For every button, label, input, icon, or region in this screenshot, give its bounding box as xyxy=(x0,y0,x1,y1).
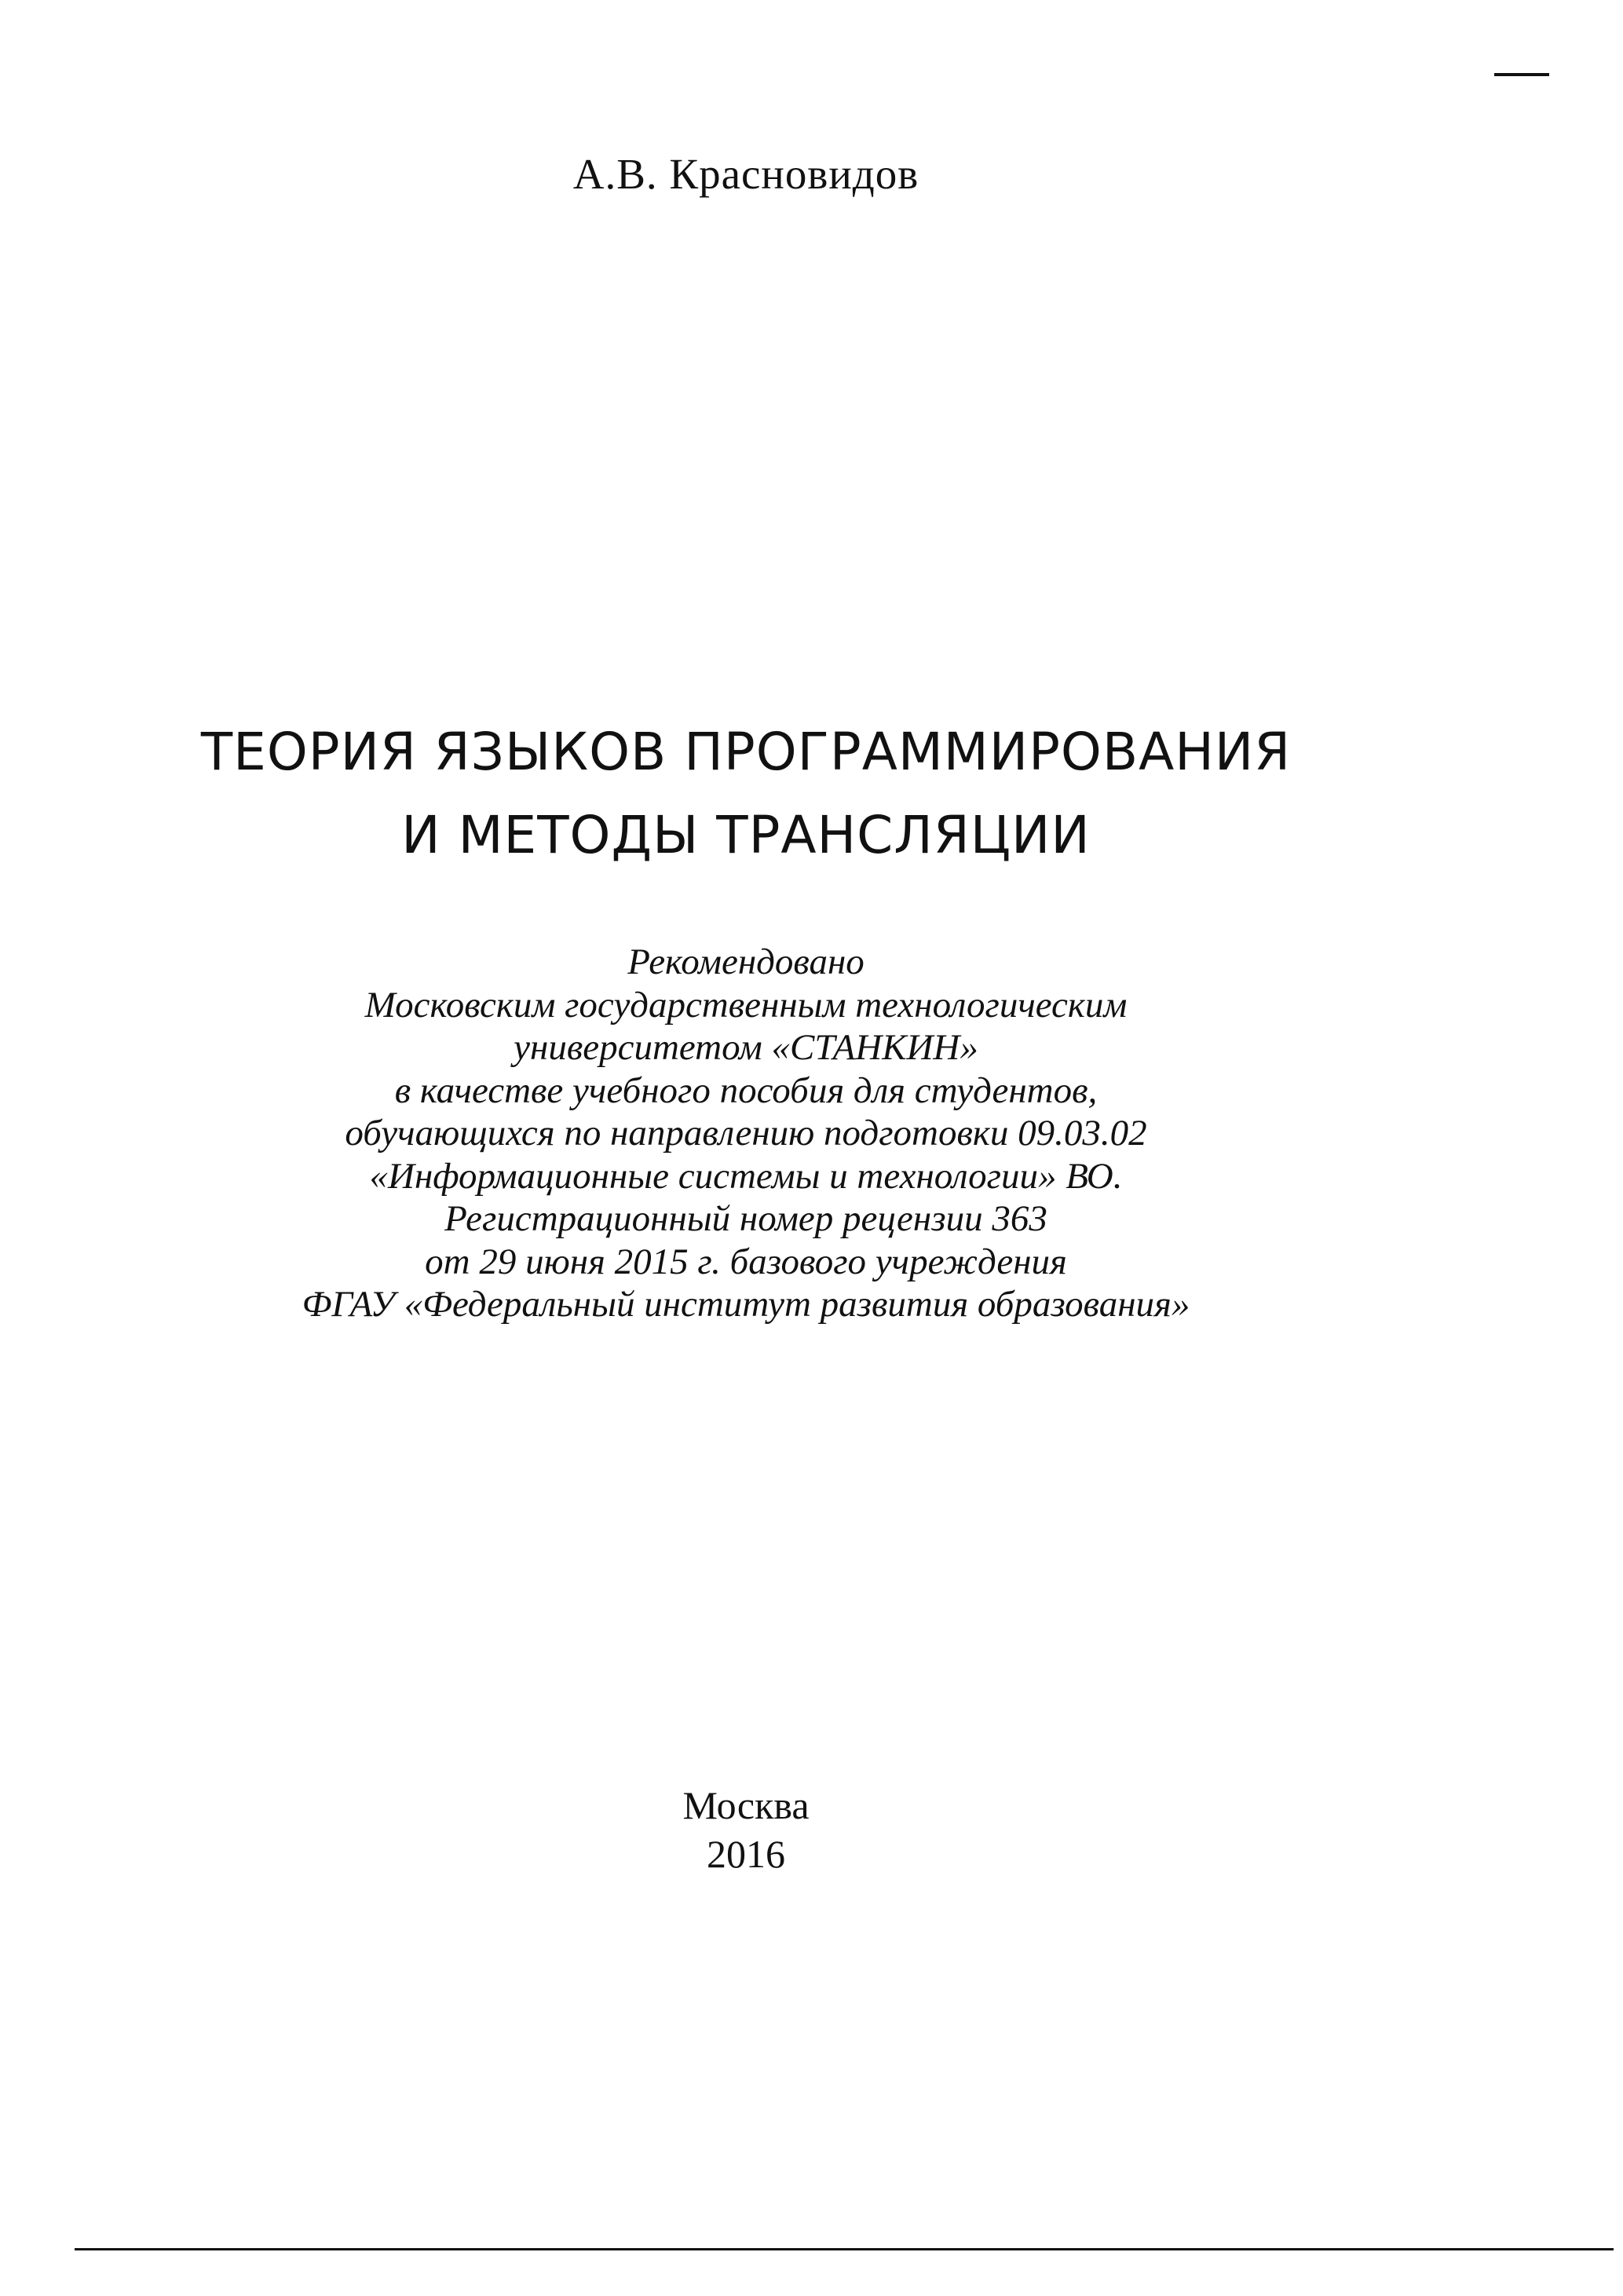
recommendation-line-4: в качестве учебного пособия для студентов, xyxy=(394,1069,1098,1111)
author-name: А.В. Красновидов xyxy=(572,150,919,198)
recommendation-block xyxy=(0,941,1492,1326)
title-line-2: И МЕТОДЫ ТРАНСЛЯЦИИ xyxy=(401,805,1091,865)
book-title xyxy=(0,711,1492,877)
title-line-1: ТЕОРИЯ ЯЗЫКОВ ПРОГРАММИРОВАНИЯ xyxy=(200,722,1292,782)
recommendation-line-5: обучающихся по направлению подготовки 09.03.02 xyxy=(345,1113,1147,1153)
recommendation-line-8: от 29 июня 2015 г. базового учреждения xyxy=(425,1241,1067,1282)
footer-rule xyxy=(75,2248,1614,2250)
corner-mark xyxy=(1494,73,1549,76)
recommendation-line-9: ФГАУ «Федеральный институт развития образования» xyxy=(302,1284,1190,1325)
imprint-year: 2016 xyxy=(707,1832,785,1876)
recommendation-line-2: Московским государственным технологическим xyxy=(364,984,1128,1026)
recommendation-line-7: Регистрационный номер рецензии 363 xyxy=(444,1198,1047,1239)
recommendation-line-6: «Информационные системы и технологии» ВО. xyxy=(369,1155,1123,1197)
recommendation-line-3: университетом «СТАНКИН» xyxy=(514,1027,978,1068)
recommendation-line-1: Рекомендовано xyxy=(627,941,865,982)
imprint-city: Москва xyxy=(682,1783,810,1827)
